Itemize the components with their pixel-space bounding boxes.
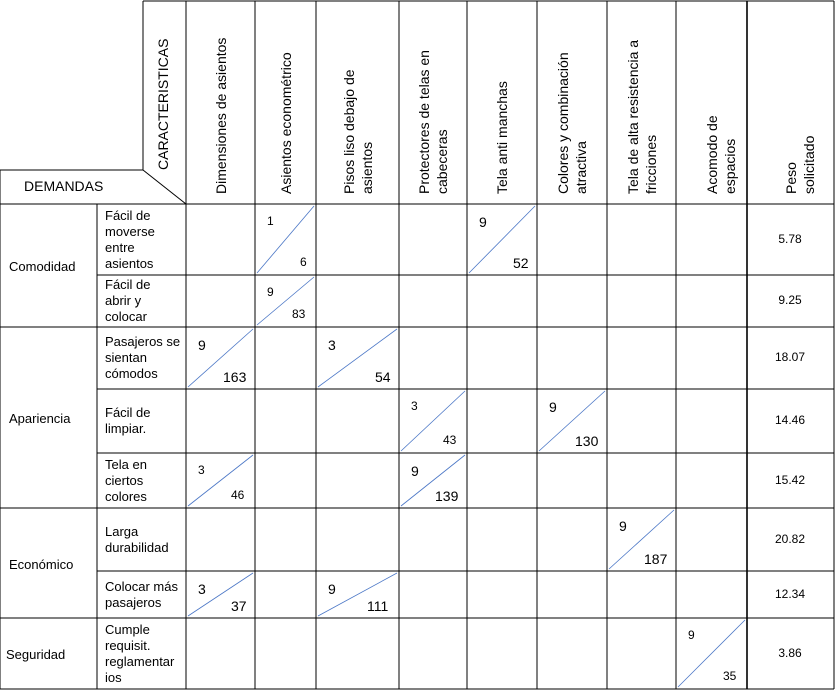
column-header: Colores y combinación atractiva: [555, 52, 589, 194]
relation-score: 130: [575, 433, 599, 449]
weight-value: 14.46: [774, 413, 806, 427]
relation-strength: 1: [267, 214, 274, 228]
relation-score: 43: [443, 433, 457, 447]
group-economico: Económico: [9, 557, 74, 572]
group-comodidad: Comodidad: [9, 259, 76, 274]
corner-demands-label: DEMANDAS: [24, 178, 104, 194]
column-header: Dimensiones de asientos: [212, 37, 229, 194]
column-header: Protectores de telas en cabeceras: [416, 50, 450, 194]
demand-label: Tela en ciertos colores: [105, 456, 147, 504]
column-header: Tela anti manchas: [494, 81, 510, 194]
relation-strength: 3: [198, 463, 205, 477]
demand-label: Fácil de moverse entre asientos: [105, 207, 155, 271]
relation-strength: 9: [479, 214, 487, 230]
weight-value: 20.82: [774, 531, 806, 546]
weight-value: 3.86: [778, 645, 802, 660]
relation-score: 35: [723, 669, 737, 683]
group-apariencia: Apariencia: [9, 411, 71, 426]
relation-strength: 9: [411, 463, 419, 479]
relation-score: 6: [300, 255, 307, 269]
relation-strength: 9: [619, 518, 627, 534]
column-header: Asientos econométrico: [277, 52, 294, 194]
relation-strength: 9: [198, 337, 206, 353]
relation-score: 54: [375, 369, 391, 385]
relation-strength: 9: [549, 399, 557, 415]
relation-diagonal: [257, 277, 314, 325]
column-header: Acomodo de espacios: [703, 115, 738, 194]
relation-strength: 3: [328, 337, 336, 353]
column-header: Peso solicitado: [782, 135, 817, 194]
relation-strength: 9: [328, 581, 336, 597]
weight-value: 12.34: [774, 586, 806, 601]
relation-strength: 9: [267, 285, 274, 299]
relation-score: 111: [367, 598, 389, 614]
weight-value: 18.07: [774, 350, 806, 364]
relation-score: 46: [231, 488, 245, 502]
demand-label: Fácil de abrir y colocar: [105, 277, 151, 324]
demand-label: Colocar más pasajeros: [105, 578, 178, 610]
relation-score: 52: [513, 255, 529, 271]
demand-label: Larga durabilidad: [105, 523, 169, 555]
relation-strength: 3: [198, 581, 206, 597]
corner-diagonal-line: [143, 170, 186, 204]
weight-value: 9.25: [778, 293, 802, 307]
column-header: Tela de alta resistencia a fricciones: [624, 39, 659, 194]
relation-strength: 9: [688, 628, 695, 642]
relation-score: 83: [292, 307, 306, 321]
weight-value: 5.78: [778, 231, 802, 246]
demand-label: Pasajeros se sientan cómodos: [105, 334, 181, 381]
relation-strength: 3: [411, 399, 418, 413]
relation-score: 37: [231, 598, 247, 614]
relation-score: 187: [644, 551, 668, 567]
demand-label: Fácil de limpiar.: [105, 405, 151, 436]
relation-score: 139: [435, 488, 459, 504]
demand-label: Cumple requisit. reglamentar ios: [105, 621, 175, 685]
group-seguridad: Seguridad: [6, 647, 66, 662]
corner-characteristics-label: CARACTERISTICAS: [155, 38, 171, 170]
column-header: Pisos liso debajo de asientos: [340, 69, 375, 194]
weight-value: 15.42: [774, 472, 806, 487]
relation-score: 163: [223, 369, 247, 385]
